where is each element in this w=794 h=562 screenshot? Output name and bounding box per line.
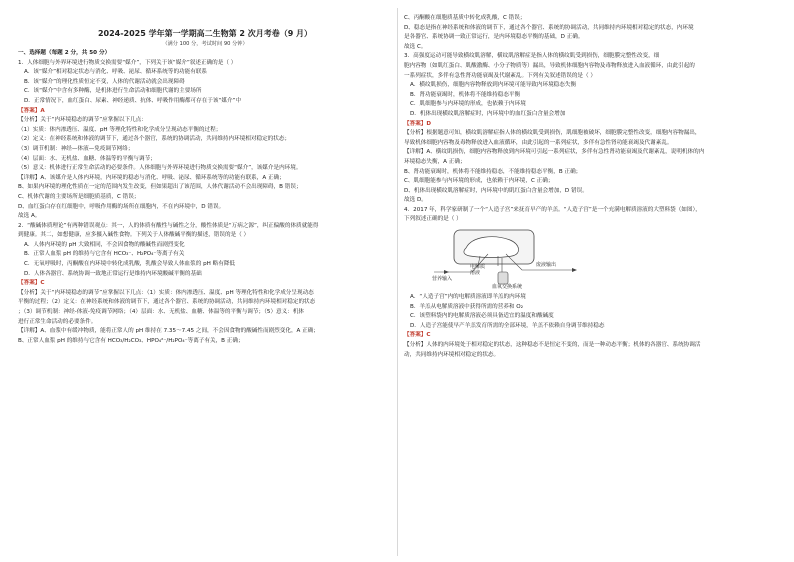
text-line: C、丙酮酸在细胞质基质中转化成乳酸，C 错误；	[404, 15, 526, 21]
text-line: C、肌细胞能参与内环境的形成，也依赖于内环境，C 正确；	[404, 178, 554, 185]
right-text-block-bottom	[404, 293, 778, 360]
column-divider	[397, 8, 398, 556]
text-line: B、正常人血浆 pH 的维持与它含有 HCO₃/H₂CO₃、HPO₄²⁻/H₂PO₄⁻等离子有关，B 正确；	[18, 337, 244, 344]
text-line: 4．2017 年，科学家研制了一个“人造子宫”来抚育早产的羊羔。“人造子宫”是一个充满电解质溶液的大塑料袋（如图），	[404, 206, 701, 213]
text-line: D．机体出现横纹肌溶解症时，内环境中的血红蛋白含量会增加	[410, 110, 566, 117]
right-column	[404, 14, 778, 360]
label-blood-oxygen-exchange: 血氧交换系统	[492, 284, 523, 291]
text-line: 故选 C。	[404, 43, 427, 50]
text-line: 【详解】A、血浆中有缓冲物质，能将正常人的 pH 维持在 7.35～7.45 之间，不会因食物的酸碱性而剧烈变化，A 正确；	[18, 328, 319, 335]
text-line: 动，共同维持内环境相对稳定的状态。	[404, 351, 500, 358]
text-line: 故选 A。	[18, 213, 41, 220]
artificial-womb-figure	[432, 228, 582, 290]
text-line: D、血红蛋白存在红细胞中，呼吸作用酶的场所在细胞内，不在内环境中，D 错误。	[18, 203, 225, 210]
text-line: 下列叙述正确的是（ ）	[404, 216, 462, 223]
text-line: C．无氧呼吸时，丙酮酸在内环境中转化成乳酸，乳酸会导致人体血浆的 pH 略有降低	[24, 261, 236, 268]
text-line: A．“人造子宫”内的电解质溶液即羊羔的内环境	[410, 294, 526, 301]
text-line: D．人体各器官、系统协调一致地正常运行是维持内环境酸碱平衡的基础	[24, 270, 202, 277]
text-line: B．羊羔从电解质溶液中获得所需的营养和 O₂	[410, 303, 523, 310]
text-line: 2．“酸碱体质理论”有两种错误观点：其一，人的体质有酸性与碱性之分，酸性体质是“万病之源”，纠正偏酸的体质就能得	[18, 222, 319, 229]
answer-line: 【答案】D	[404, 120, 432, 127]
right-text-block-top	[404, 14, 778, 225]
text-line: 导致机体细胞内容物及毒物释放进入血液循环，由此引起的一系列症状，多伴有急性肾功能衰竭及代谢紊乱。	[404, 139, 673, 146]
text-line: 环境稳态失衡，A 正确；	[404, 158, 466, 165]
text-line: C．该“媒介”中含有多种酶，是机体进行生命活动和细胞代谢的主要场所	[24, 88, 202, 95]
text-line: B．肾功能衰竭时，机体将不能维持稳态平衡	[410, 91, 521, 98]
text-line: B、如果内环境的理化性质在一定的范围内发生改变，但如果超出了该范围，人体代谢活动不会出现障碍，B 错误；	[18, 184, 302, 191]
page-title: 2024-2025 学年第一学期高二生物第 2 次月考卷（9 月）	[97, 29, 313, 38]
text-line: B．该“媒介”的理化性质恒定不变，人体的代谢活动就会出现障碍	[24, 78, 185, 85]
text-line: D、稳态是指在神经系统和体液的调节下，通过各个器官、系统的协调活动，共同维持内环境相对稳定的状态，内环境	[404, 24, 694, 31]
text-line: D．正常情况下，血红蛋白、尿素、神经递质、抗体、呼吸作用酶都可存在于该“媒介”中	[24, 97, 242, 104]
text-line: 【分析】关于“内环境稳态的调节”应掌握以下几点：（1）实质：体内渗透压、温度、pH 等理化特性和化学成分呈现动态	[18, 289, 314, 296]
text-line: 故选 D。	[404, 197, 427, 204]
text-line: 胞内容物（如肌红蛋白、肌酸激酶、小分子物质等）漏出，导致机体细胞内容物及毒物释放进入血液循环，由此引起的	[404, 62, 695, 69]
text-line: C．该塑料袋内的电解质溶液必须具备适宜的温度和酸碱度	[410, 313, 554, 320]
text-line: B、肾功能衰竭时，机体将不能维持稳态，不能维持稳态平衡，B 正确；	[404, 168, 582, 175]
label-electrolyte: 电解质	[470, 264, 486, 271]
text-line: 到健康。其二，如想健康，应多摄入碱性食物。下列关于人体酸碱平衡的描述，错误的是（ ）	[18, 232, 250, 239]
text-line: 【分析】根据题意可知，横纹肌溶解症指人体的横纹肌受到损伤，肌细胞被破坏，细胞膜完整性改变，细胞内容物漏出，	[404, 130, 701, 137]
text-line: 进行正常生命活动的必要条件。	[18, 318, 97, 325]
text-line: D、机体出现横纹肌溶解症时，内环境中的肌红蛋白含量会增加，D 错误。	[404, 187, 588, 194]
text-line: 【详解】A、该媒介是人体内环境，内环境的稳态与消化、呼吸、泌尿、循环系统等的功能有联系，A 正确；	[18, 174, 285, 181]
text-line: A．横纹肌损伤，细胞内容物释放到内环境可能导致内环境稳态失衡	[410, 82, 577, 89]
text-line: （1）实质：体内渗透压、温度、pH 等理化特性和化学成分呈现动态平衡的过程；	[18, 126, 222, 133]
text-line: 3．高强度运动可能导致横纹肌溶解，横纹肌溶解症是指人体的横纹肌受到损伤，细胞膜完整性改变，细	[404, 53, 660, 60]
label-waste-output: 废液输出	[536, 262, 557, 269]
text-line: 一系列症状，多伴有急性肾功能衰竭及代谢紊乱。下列有关叙述错误的是（ ）	[404, 72, 596, 79]
text-line: A．人体内环境的 pH 大致相同，不会因食物的酸碱性而剧烈变化	[24, 241, 185, 248]
answer-line: 【答案】C	[404, 332, 431, 339]
text-line: （2）定义：在神经系统和体液的调节下，通过各个器官，系统的协调活动，共同维持内环境相对稳定的状态；	[18, 136, 291, 143]
text-line: B．正常人血浆 pH 的维持与它含有 HCO₃⁻、H₂PO₄⁻等离子有关	[24, 251, 185, 258]
left-text-block	[18, 59, 392, 347]
text-line: 【分析】人体的内环境处于相对稳定的状态，这种稳态不是恒定不变的，而是一种动态平衡；机体的各器官、系统协调活	[404, 342, 701, 349]
left-column	[18, 14, 392, 346]
text-line: C．肌细胞参与内环境的形成，也依赖于内环境	[410, 101, 526, 108]
label-solution: 溶液	[470, 270, 481, 277]
text-line: D．人造子宫能使早产羊羔发育所需的全部环境，羊羔不依赖自身调节维持稳态	[410, 322, 605, 329]
page-subtitle: （满分 100 分，考试时间 90 分钟）	[162, 41, 248, 47]
text-line: 平衡的过程；（2）定义：在神经系统和体液的调节下，通过各个器官、系统的协调活动，共同维持内环境相对稳定的状态	[18, 299, 316, 306]
answer-line: 【答案】C	[18, 280, 45, 287]
text-line: C、机体代谢的主要场所是细胞质基质，C 错误；	[18, 193, 140, 200]
text-line: （4）层面：水、无机盐、血糖、体温等的平衡与调节；	[18, 155, 156, 162]
label-nutrient-input: 营养输入	[432, 276, 453, 283]
text-line: A．该“媒介”相对稳定状态与消化、呼吸、泌尿、循环系统等的功能有联系	[24, 69, 208, 76]
text-line: 1．人体细胞与外界环境进行物质交换需要“媒介”，下列关于该“媒介”叙述正确的是（ ）	[18, 59, 237, 66]
text-line: 【分析】关于“内环境稳态的调节”应掌握以下几点：	[18, 117, 147, 124]
answer-line: 【答案】A	[18, 107, 45, 114]
text-line: （3）调节机制：神经—体液—免疫调节网络；	[18, 145, 134, 152]
text-line: 【详解】A、横纹肌损伤，细胞内容物释放到内环境可引起一系列症状，多伴有急性肾功能衰竭及代谢紊乱，说明机体的内	[404, 149, 705, 156]
text-line: ；（3）调节机制：神经-体液-免疫调节网络；（4）层面：水、无机盐、血糖、体温等的平衡与调节；（5）意义：机体	[18, 309, 305, 316]
artificial-womb-drawing	[432, 228, 582, 290]
text-line: （5）意义：机体进行正常生命活动的必要条件。人体细胞与外界环境进行物质交换需要“媒介”，该媒介是内环境。	[18, 165, 302, 172]
text-line: 是各器官、系统协调一致正常运行，是内环境稳态平衡的基础，D 正确。	[404, 34, 584, 41]
section-heading: 一、选择题（每题 2 分，共 50 分）	[18, 50, 111, 56]
